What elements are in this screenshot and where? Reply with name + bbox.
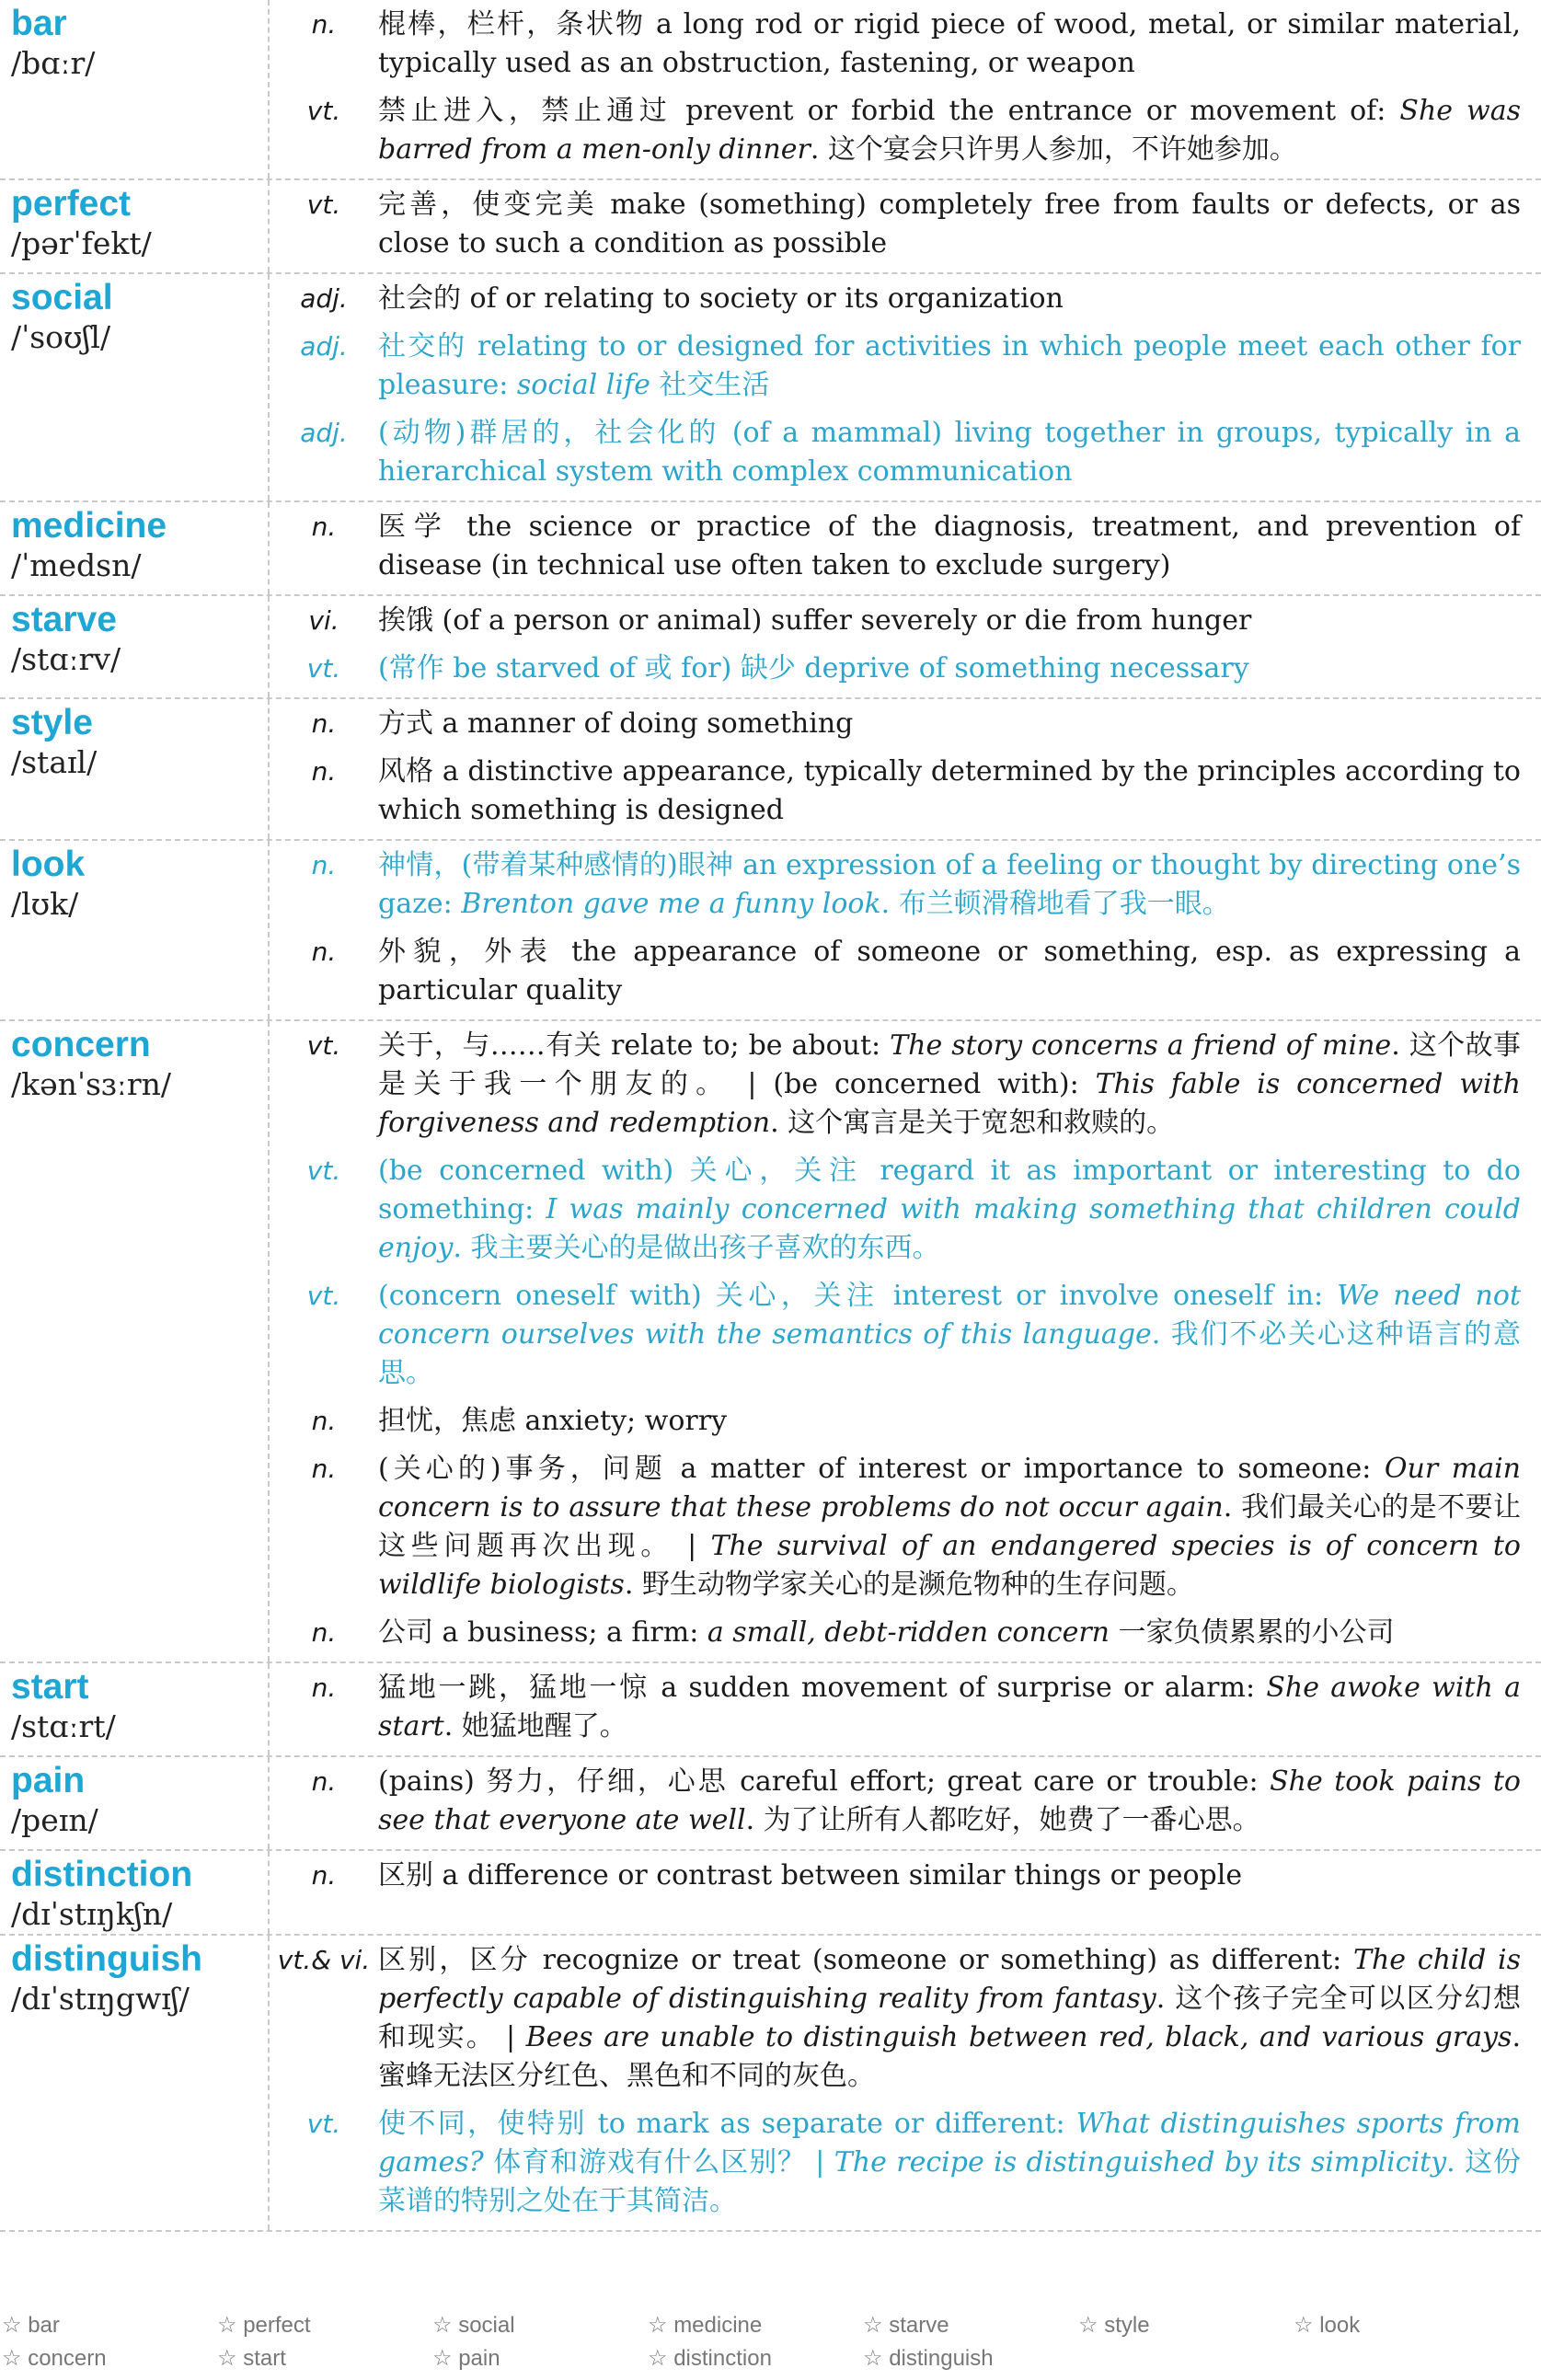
senses: [270, 841, 1541, 1019]
definition-text: (be concerned with) 关心，关注 regard it as important or interesting to do something:: [378, 1155, 1521, 1225]
headword-cell: [0, 596, 270, 697]
word-index-row: [0, 2309, 1541, 2342]
sense: [270, 933, 1521, 1010]
word-index-item[interactable]: [861, 2309, 1076, 2342]
definition: [378, 1614, 1521, 1652]
translation-text: . 这个孩子完全可以区分幻想和现实。 |: [378, 1983, 1521, 2053]
definition-text: 方式 a manner of doing something: [378, 707, 854, 740]
example-sentence: The survival of an endangered species is of concern to wildlife biologists: [378, 1530, 1521, 1601]
entry-distinction: [0, 1851, 1541, 1936]
star-icon[interactable]: ☆: [648, 2346, 668, 2371]
sense: [270, 186, 1521, 263]
headword[interactable]: start: [11, 1667, 89, 1707]
star-icon[interactable]: ☆: [2, 2346, 22, 2371]
part-of-speech: adj.: [300, 331, 348, 362]
phonetic: /stɑːrv/: [11, 641, 121, 677]
star-icon[interactable]: ☆: [863, 2313, 883, 2338]
definition: [378, 508, 1521, 585]
example-sentence: She awoke with a start: [378, 1672, 1521, 1742]
headword-cell: [0, 1936, 270, 2230]
word-index-footer: [0, 2309, 1541, 2375]
translation-text: . 野生动物学家关心的是濒危物种的生存问题。: [624, 1569, 1194, 1601]
part-of-speech: vt.: [306, 1281, 341, 1311]
headword-cell: [0, 699, 270, 839]
part-of-speech: n.: [311, 1617, 337, 1648]
translation-text: . 我主要关心的是做出孩子喜欢的东西。: [453, 1232, 940, 1264]
senses: [270, 699, 1541, 839]
headword[interactable]: pain: [11, 1761, 86, 1800]
sense: [270, 1614, 1521, 1652]
senses: [270, 596, 1541, 697]
headword[interactable]: concern: [11, 1025, 151, 1064]
definition: [378, 280, 1521, 318]
word-index-label: style: [1104, 2313, 1150, 2338]
phonetic: /dɪˈstɪŋkʃn/: [11, 1896, 173, 1932]
phonetic: /peɪn/: [11, 1802, 98, 1838]
word-index-label: start: [243, 2346, 286, 2371]
headword[interactable]: look: [11, 845, 86, 884]
translation-text: . 蜜蜂无法区分红色、黑色和不同的灰色。: [378, 2021, 1521, 2092]
definition: [378, 1763, 1521, 1840]
star-icon[interactable]: ☆: [432, 2313, 453, 2338]
star-icon[interactable]: ☆: [1294, 2313, 1314, 2338]
entry-social: [0, 274, 1541, 502]
sense: [270, 508, 1521, 585]
part-of-speech: n.: [311, 1766, 337, 1797]
entry-distinguish: [0, 1936, 1541, 2232]
word-index-label: starve: [889, 2313, 949, 2338]
headword-cell: [0, 841, 270, 1019]
definition: [378, 1277, 1521, 1393]
definition: [378, 1027, 1521, 1143]
translation-text: . 这份菜谱的特别之处在于其简洁。: [378, 2146, 1521, 2217]
part-of-speech: vt.: [306, 1030, 341, 1061]
headword-cell: [0, 1663, 270, 1755]
headword[interactable]: distinction: [11, 1855, 193, 1894]
part-of-speech: n.: [311, 937, 337, 967]
translation-text: . 这个故事是关于我一个朋友的。 | (be concerned with):: [378, 1029, 1522, 1100]
senses: [270, 274, 1541, 500]
definition-text: 禁止进入，禁止通过 prevent or forbid the entrance or movement of:: [378, 95, 1400, 127]
phonetic: /ˈmedsn/: [11, 547, 142, 583]
word-index-label: perfect: [243, 2313, 311, 2338]
translation-text: 体育和游戏有什么区别？ |: [483, 2146, 834, 2179]
senses: [270, 1936, 1541, 2230]
definition: [378, 650, 1521, 688]
sense: [270, 1277, 1521, 1393]
definition-text: 区别，区分 recognize or treat (someone or something) as different:: [378, 1944, 1353, 1976]
part-of-speech: n.: [311, 708, 337, 739]
phonetic: /pərˈfekt/: [11, 225, 152, 261]
word-index-item[interactable]: [431, 2309, 646, 2342]
example-sentence: The child is perfectly capable of distinguishing reality from fantasy: [378, 1944, 1521, 2015]
example-sentence: The recipe is distinguished by its simplicity: [834, 2146, 1447, 2179]
word-index-item[interactable]: [1076, 2309, 1292, 2342]
word-index-label: look: [1319, 2313, 1361, 2338]
example-sentence: She took pains to see that everyone ate well: [378, 1765, 1521, 1836]
senses: [270, 502, 1541, 594]
word-index-label: bar: [28, 2313, 60, 2338]
headword[interactable]: distinguish: [11, 1939, 202, 1979]
headword[interactable]: style: [11, 703, 93, 742]
definition-text: 外貌，外表 the appearance of someone or something, esp. as expressing a particular quality: [378, 936, 1521, 1006]
sense: [270, 705, 1521, 743]
word-index-item[interactable]: [646, 2342, 861, 2375]
headword-cell: [0, 502, 270, 594]
definition: [378, 1450, 1521, 1604]
star-icon[interactable]: ☆: [217, 2346, 237, 2371]
sense: [270, 1763, 1521, 1840]
entry-medicine: [0, 502, 1541, 596]
entry-concern: [0, 1021, 1541, 1663]
definition-text: 挨饿 (of a person or animal) suffer severely or die from hunger: [378, 604, 1252, 637]
sense: [270, 2105, 1521, 2221]
senses: [270, 180, 1541, 272]
definition-text: (pains) 努力，仔细，心思 careful effort; great care or trouble:: [378, 1765, 1271, 1798]
entry-style: [0, 699, 1541, 841]
definition-text: 猛地一跳，猛地一惊 a sudden movement of surprise or alarm:: [378, 1672, 1267, 1704]
headword[interactable]: starve: [11, 600, 117, 639]
translation-text: . 这个寓言是关于宽恕和救赎的。: [770, 1107, 1175, 1139]
senses: [270, 1757, 1541, 1849]
definition-text: 神情，(带着某种感情的)眼神 an expression of a feeling or thought by directing one’s gaze:: [378, 849, 1521, 920]
headword[interactable]: medicine: [11, 506, 167, 546]
definition-text: 完善，使变完美 make (something) completely free from faults or defects, or as close to such a condition as possible: [378, 189, 1521, 259]
phonetic: /staɪl/: [11, 744, 98, 780]
sense: [270, 1857, 1521, 1895]
entry-bar: [0, 0, 1541, 180]
phonetic: /lʊk/: [11, 886, 79, 922]
phonetic: /stɑːrt/: [11, 1708, 116, 1744]
entry-perfect: [0, 180, 1541, 274]
star-icon[interactable]: ☆: [1078, 2313, 1098, 2338]
definition-text: (关心的)事务，问题 a matter of interest or importance to someone:: [378, 1453, 1385, 1485]
word-index-item[interactable]: [431, 2342, 646, 2375]
part-of-speech: adj.: [300, 418, 348, 448]
translation-text: . 布兰顿滑稽地看了我一眼。: [880, 888, 1230, 920]
sense: [270, 328, 1521, 405]
translation-text: . 我们不必关心这种语言的意思。: [378, 1318, 1521, 1389]
sense: [270, 414, 1521, 491]
star-icon[interactable]: ☆: [648, 2313, 668, 2338]
part-of-speech: n.: [311, 1406, 337, 1436]
sense: [270, 1027, 1521, 1143]
sense: [270, 1152, 1521, 1268]
definition: [378, 753, 1521, 830]
definition-text: 医学 the science or practice of the diagnosis, treatment, and prevention of disease (in technical use often taken to exclude surgery): [378, 511, 1521, 581]
sense: [270, 650, 1521, 688]
headword-cell: [0, 1757, 270, 1849]
star-icon[interactable]: ☆: [2, 2313, 22, 2338]
definition-text: 社交的 relating to or designed for activities in which people meet each other for pleasure:: [378, 330, 1521, 401]
sense: [270, 1402, 1521, 1441]
translation-text: . 她猛地醒了。: [443, 1710, 627, 1742]
headword[interactable]: social: [11, 278, 113, 317]
example-sentence: a small, debt-ridden concern: [707, 1616, 1110, 1649]
definition: [378, 846, 1521, 924]
headword-cell: [0, 1851, 270, 1934]
word-index-label: medicine: [673, 2313, 763, 2338]
definition-text: (常作 be starved of 或 for) 缺少 deprive of something necessary: [378, 652, 1249, 684]
definition: [378, 6, 1521, 83]
headword[interactable]: bar: [11, 4, 67, 43]
example-sentence: social life: [516, 369, 650, 401]
example-sentence: This fable is concerned with forgiveness and redemption: [378, 1068, 1521, 1139]
phonetic: /bɑːr/: [11, 45, 96, 81]
definition: [378, 602, 1521, 640]
translation-text: . 我们最关心的是不要让这些问题再次出现。 |: [378, 1491, 1521, 1562]
word-index-item[interactable]: [646, 2309, 861, 2342]
definition: [378, 1152, 1521, 1268]
definition: [378, 1857, 1521, 1895]
example-sentence: She was barred from a men-only dinner: [378, 95, 1521, 166]
part-of-speech: vt.: [306, 1156, 341, 1186]
phonetic: /dɪˈstɪŋgwɪʃ/: [11, 1981, 190, 2017]
definition-text: 区别 a difference or contrast between similar things or people: [378, 1859, 1243, 1891]
example-sentence: What distinguishes sports from games?: [378, 2108, 1521, 2179]
star-icon[interactable]: ☆: [217, 2313, 237, 2338]
definition-text: (concern oneself with) 关心，关注 interest or involve oneself in:: [378, 1280, 1338, 1312]
definition: [378, 92, 1521, 169]
definition: [378, 414, 1521, 491]
part-of-speech: vt.: [306, 2109, 341, 2139]
phonetic: /kənˈsɜːrn/: [11, 1066, 171, 1102]
part-of-speech: n.: [311, 9, 337, 40]
part-of-speech: n.: [311, 1673, 337, 1703]
word-index-item[interactable]: [0, 2342, 215, 2375]
senses: [270, 1021, 1541, 1661]
sense: [270, 1669, 1521, 1746]
headword-cell: [0, 1021, 270, 1661]
part-of-speech: adj.: [300, 283, 348, 314]
definition-text: 使不同，使特别 to mark as separate or different:: [378, 2108, 1076, 2140]
example-sentence: Brenton gave me a funny look: [461, 888, 881, 920]
senses: [270, 0, 1541, 178]
word-index-label: social: [458, 2313, 515, 2338]
translation-text: 社交生活: [650, 369, 770, 401]
headword[interactable]: perfect: [11, 184, 132, 224]
definition-text: 公司 a business; a firm:: [378, 1616, 707, 1649]
part-of-speech: n.: [311, 512, 337, 542]
word-index-row: [0, 2342, 1541, 2375]
definition-text: 关于，与……有关 relate to; be about:: [378, 1029, 891, 1062]
entry-look: [0, 841, 1541, 1021]
definition-text: (动物)群居的，社会化的 (of a mammal) living together in groups, typically in a hierarchical system with complex communication: [378, 417, 1521, 488]
sense: [270, 602, 1521, 640]
word-index-label: distinguish: [889, 2346, 994, 2371]
definition-text: 担忧，焦虑 anxiety; worry: [378, 1405, 728, 1437]
example-sentence: The story concerns a friend of mine: [890, 1029, 1392, 1062]
sense: [270, 846, 1521, 924]
part-of-speech: vt.& vi.: [277, 1945, 371, 1975]
definition: [378, 705, 1521, 743]
definition: [378, 328, 1521, 405]
headword-cell: [0, 0, 270, 178]
word-index-label: concern: [28, 2346, 107, 2371]
part-of-speech: n.: [311, 850, 337, 880]
word-index-item[interactable]: [861, 2342, 1076, 2375]
definition: [378, 2105, 1521, 2221]
translation-text: . 为了让所有人都吃好，她费了一番心思。: [745, 1804, 1260, 1836]
word-index-label: distinction: [673, 2346, 772, 2371]
part-of-speech: vt.: [306, 96, 341, 126]
definition: [378, 1402, 1521, 1441]
part-of-speech: n.: [311, 756, 337, 787]
example-sentence: Our main concern is to assure that these problems do not occur again: [378, 1453, 1521, 1523]
definition: [378, 1669, 1521, 1746]
example-sentence: I was mainly concerned with making something that children could enjoy: [378, 1193, 1521, 1264]
entry-starve: [0, 596, 1541, 699]
sense: [270, 1450, 1521, 1604]
senses: [270, 1851, 1541, 1934]
example-sentence: We need not concern ourselves with the semantics of this language: [378, 1280, 1521, 1351]
entry-pain: [0, 1757, 1541, 1851]
star-icon[interactable]: ☆: [432, 2346, 453, 2371]
part-of-speech: vt.: [306, 653, 341, 684]
translation-text: . 这个宴会只许男人参加，不许她参加。: [810, 133, 1297, 166]
part-of-speech: vt.: [306, 190, 341, 220]
word-index-item[interactable]: [215, 2342, 431, 2375]
headword-cell: [0, 274, 270, 500]
sense: [270, 280, 1521, 318]
part-of-speech: vi.: [308, 605, 339, 636]
phonetic: /ˈsoʊʃl/: [11, 319, 111, 355]
sense: [270, 753, 1521, 830]
sense: [270, 1941, 1521, 2096]
headword-cell: [0, 180, 270, 272]
example-sentence: Bees are unable to distinguish between red, black, and various grays: [525, 2021, 1512, 2053]
star-icon[interactable]: ☆: [863, 2346, 883, 2371]
sense: [270, 6, 1521, 83]
part-of-speech: n.: [311, 1454, 337, 1484]
word-index-item[interactable]: [0, 2309, 215, 2342]
word-index-item[interactable]: [1292, 2309, 1507, 2342]
senses: [270, 1663, 1541, 1755]
translation-text: 一家负债累累的小公司: [1109, 1616, 1395, 1649]
definition-text: 棍棒，栏杆，条状物 a long rod or rigid piece of wood, metal, or similar material, typically used as an obstruction, fastening, or weapon: [378, 8, 1521, 79]
definition-text: 社会的 of or relating to society or its organization: [378, 282, 1064, 315]
word-index-label: pain: [458, 2346, 500, 2371]
part-of-speech: n.: [311, 1860, 337, 1891]
word-index-item[interactable]: [215, 2309, 431, 2342]
definition: [378, 186, 1521, 263]
entry-start: [0, 1663, 1541, 1757]
sense: [270, 92, 1521, 169]
definition-text: 风格 a distinctive appearance, typically determined by the principles according to which something is designed: [378, 755, 1521, 826]
definition: [378, 933, 1521, 1010]
definition: [378, 1941, 1521, 2096]
